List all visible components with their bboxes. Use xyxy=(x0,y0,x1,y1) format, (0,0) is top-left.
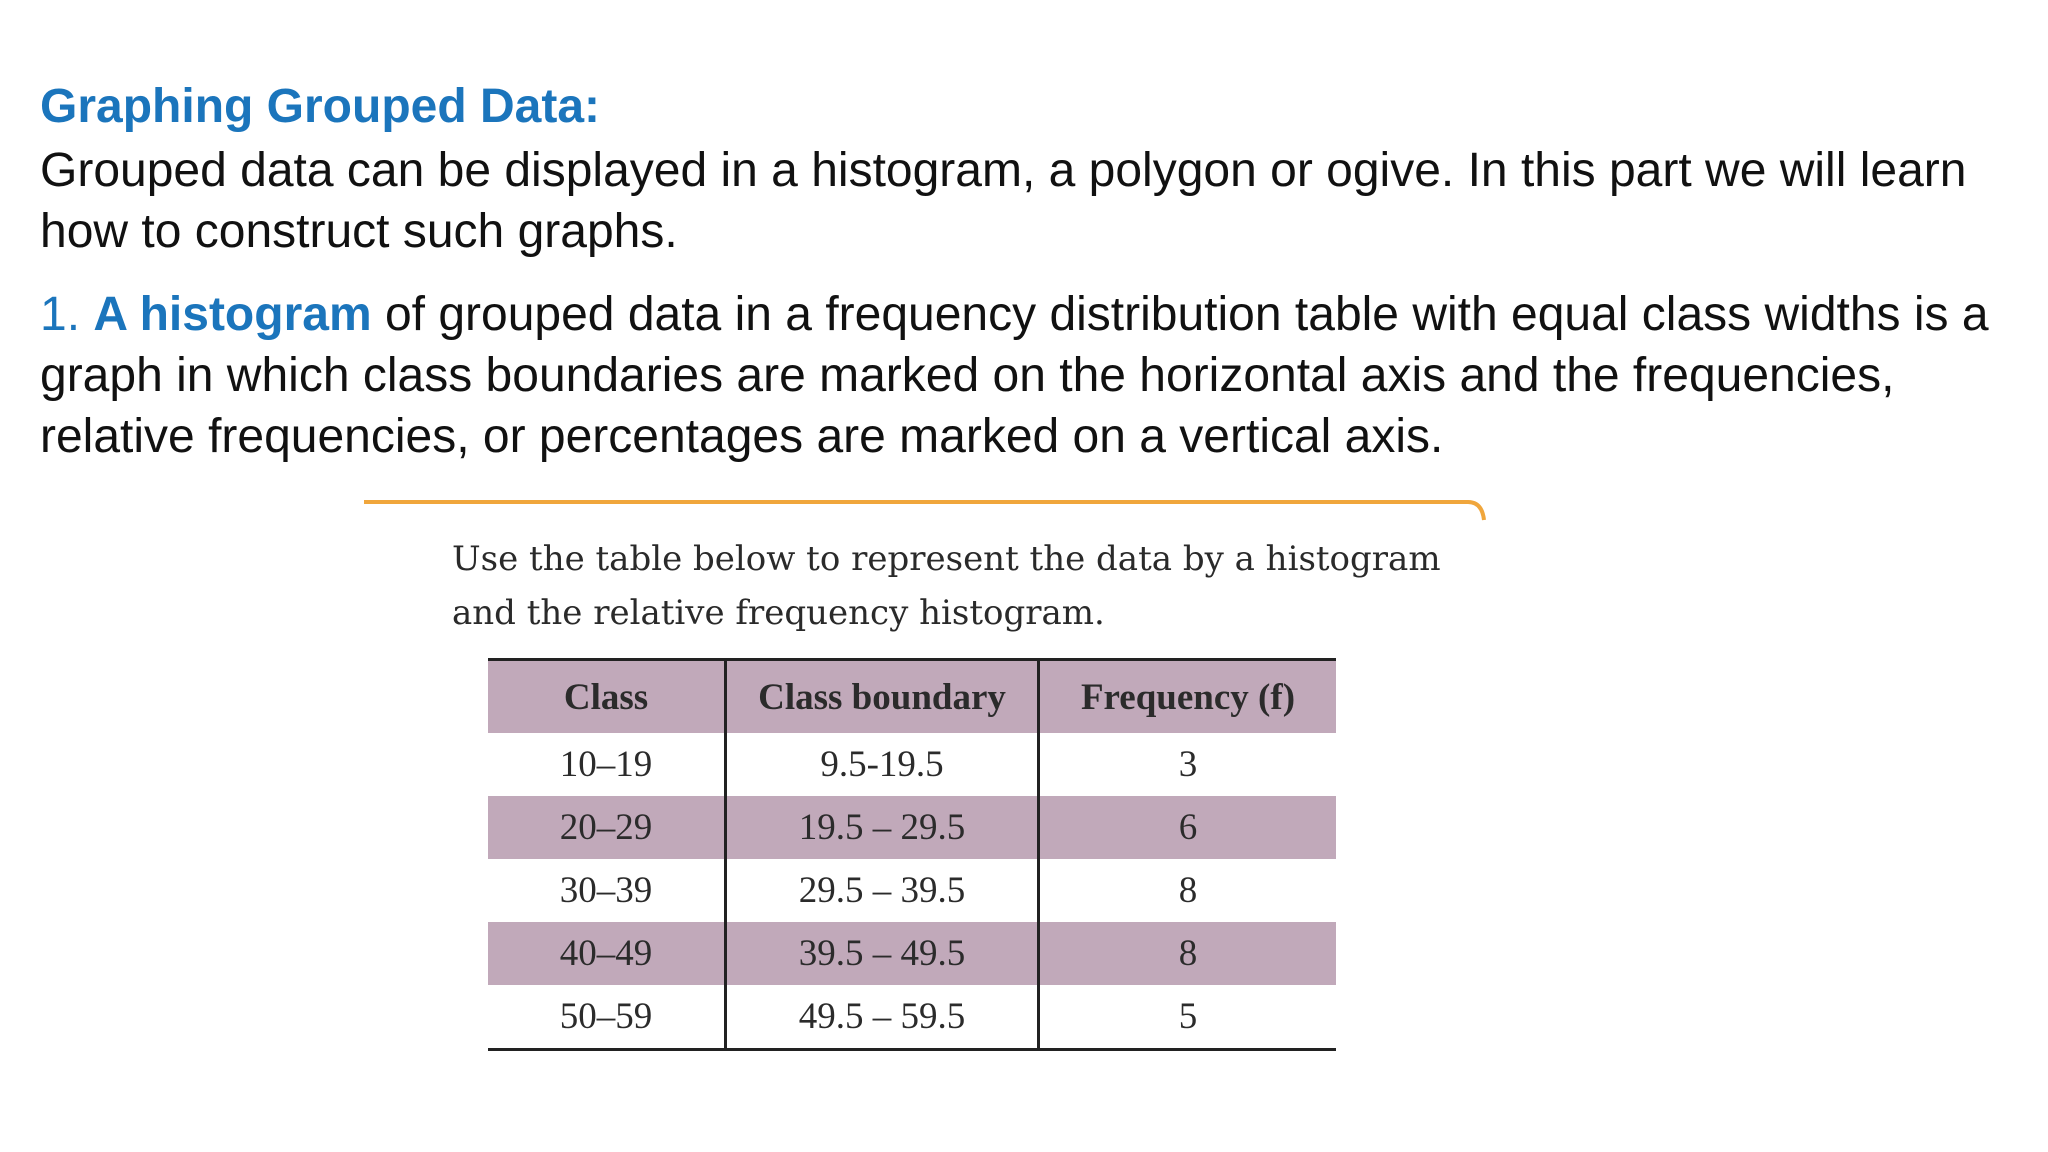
cell-boundary: 9.5-19.5 xyxy=(726,733,1039,796)
definition-paragraph xyxy=(40,284,2020,467)
intro-paragraph: Grouped data can be displayed in a histogram, a polygon or ogive. In this part we will learn how to construct such graphs. xyxy=(40,144,1967,258)
cell-frequency: 5 xyxy=(1039,985,1337,1050)
cell-class: 10–19 xyxy=(488,733,726,796)
cell-frequency: 6 xyxy=(1039,796,1337,859)
cell-class: 30–39 xyxy=(488,859,726,922)
table-row xyxy=(488,985,1336,1050)
definition-text: of grouped data in a frequency distribution table with equal class widths is a graph in which class boundaries are marked on the horizontal axis and the frequencies, relative frequencies, or percentages are marked on a vertical axis. xyxy=(40,288,1989,463)
column-header-frequency: Frequency (f) xyxy=(1039,660,1337,734)
definition-number: 1. xyxy=(40,288,81,341)
cell-boundary: 39.5 – 49.5 xyxy=(726,922,1039,985)
cell-frequency: 8 xyxy=(1039,922,1337,985)
cell-boundary: 49.5 – 59.5 xyxy=(726,985,1039,1050)
definition-term: A histogram xyxy=(93,288,372,341)
example-figure xyxy=(364,496,1486,1148)
cell-boundary: 29.5 – 39.5 xyxy=(726,859,1039,922)
frequency-table xyxy=(488,658,1336,1051)
figure-instruction: Use the table below to represent the data by a histogram and the relative frequency histogram. xyxy=(452,539,1441,633)
column-header-class: Class xyxy=(488,660,726,734)
table-row xyxy=(488,733,1336,796)
table-header-row xyxy=(488,660,1336,734)
cell-frequency: 3 xyxy=(1039,733,1337,796)
cell-class: 50–59 xyxy=(488,985,726,1050)
table-row xyxy=(488,859,1336,922)
table-row xyxy=(488,922,1336,985)
section-heading: Graphing Grouped Data: xyxy=(40,80,601,133)
cell-boundary: 19.5 – 29.5 xyxy=(726,796,1039,859)
orange-rule-divider xyxy=(364,496,1486,526)
table-row xyxy=(488,796,1336,859)
cell-class: 20–29 xyxy=(488,796,726,859)
column-header-boundary: Class boundary xyxy=(726,660,1039,734)
cell-class: 40–49 xyxy=(488,922,726,985)
cell-frequency: 8 xyxy=(1039,859,1337,922)
